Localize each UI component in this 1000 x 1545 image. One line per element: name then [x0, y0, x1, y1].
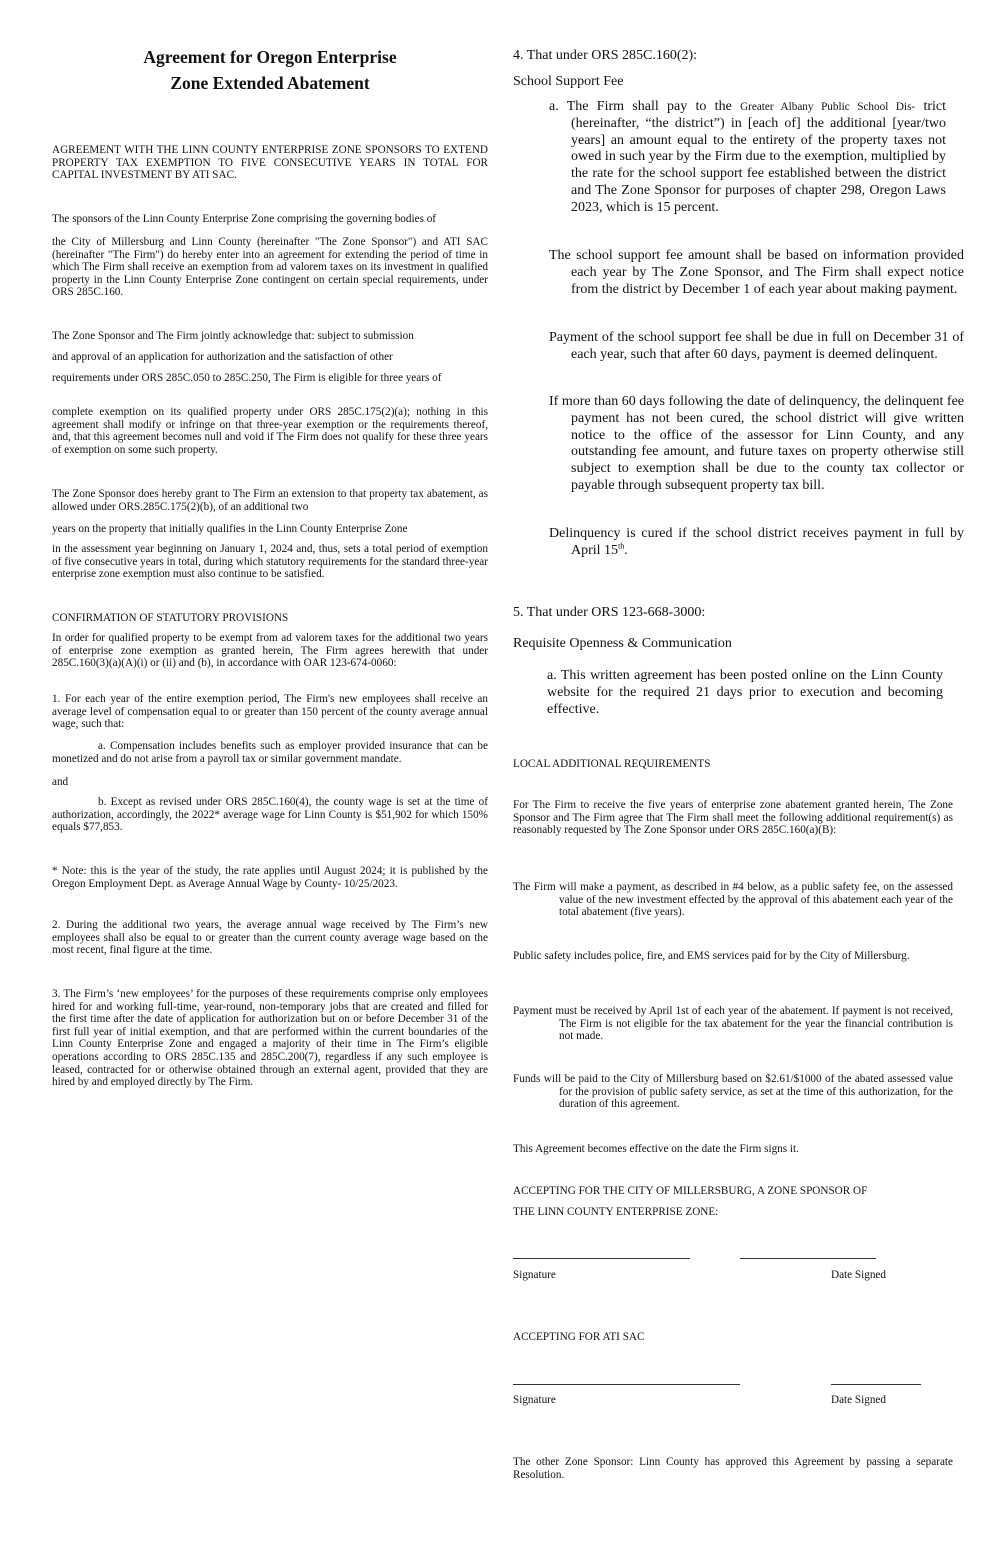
- ordinal-suffix: th: [618, 541, 625, 551]
- public-safety-definition: Public safety includes police, fire, and EMS services paid for by the City of Millersburg.: [513, 950, 910, 962]
- item-1b: b. Except as revised under ORS 285C.160(4), the county wage is set at the time of authorization, accordingly, the 2022* average wage for Linn County is $51,902 for which 150% equals $77,853.: [52, 796, 488, 834]
- city-date-line[interactable]: [740, 1258, 876, 1259]
- school-district-name: Greater Albany Public School Dis-: [740, 101, 916, 113]
- school-fee-due-paragraph: Payment of the school support fee shall be due in full on December 31 of each year, such that after 60 days, payment is deemed delinquent.: [549, 330, 964, 362]
- sponsors-paragraph-line1: The sponsors of the Linn County Enterprise Zone comprising the governing bodies of: [52, 213, 437, 225]
- section-5-heading: 5. That under ORS 123-668-3000:: [513, 605, 706, 620]
- local-requirements-heading: LOCAL ADDITIONAL REQUIREMENTS: [513, 758, 711, 770]
- item-1: 1. For each year of the entire exemption period, The Firm's new employees shall receive an average level of compensation equal to or greater than 150 percent of the county average annual wage, such that:: [52, 693, 488, 731]
- firm-signature-label: Signature: [513, 1394, 556, 1406]
- and-connector: and: [52, 776, 69, 788]
- item-1a: a. Compensation includes benefits such as employer provided insurance that can be monetized and do not arise from a payroll tax or similar government mandate.: [52, 740, 488, 765]
- accepting-firm: ACCEPTING FOR ATI SAC: [513, 1331, 645, 1343]
- grant-paragraph-line2: years on the property that initially qualifies in the Linn County Enterprise Zone: [52, 523, 408, 535]
- delinquency-paragraph: If more than 60 days following the date of delinquency, the delinquent fee payment has not been cured, the school district will give written notice to the office of the assessor for Linn County, and any outstanding fee amount, and future taxes on property otherwise still subject to exemption shall be due to the county tax collector or payable through subsequent property tax bill.: [549, 394, 964, 493]
- title-line-1: Agreement for Oregon Enterprise: [143, 47, 397, 67]
- wage-note: * Note: this is the year of the study, the rate applies until August 2024; it is published by the Oregon Employment Dept. as Average Annual Wage by County- 10/25/2023.: [52, 865, 488, 890]
- funds-paragraph: Funds will be paid to the City of Millersburg based on $2.61/$1000 of the abated assessed value for the provision of public safety service, as set at the time of this authorization, for the duration of this agreement.: [513, 1073, 953, 1111]
- item-3: 3. The Firm’s ‘new employees’ for the purposes of these requirements comprise only employees hired for and working full-time, year-round, non-temporary jobs that are created and filled for the first time after the date of application for authorization but on or before December 31 of the first full year of initial exemption, and that are performed within the current boundaries of the Linn County Enterprise Zone and engaged a majority of their time in The Firm’s eligible operations according to ORS 285C.135 and 285C.200(7), regardless if any such employee is leased, contracted for or otherwise obtained through an external agent, provided that they are hired by and employed directly by The Firm.: [52, 988, 488, 1089]
- accepting-city-line2: THE LINN COUNTY ENTERPRISE ZONE:: [513, 1206, 719, 1218]
- section-4-heading: 4. That under ORS 285C.160(2):: [513, 48, 698, 63]
- section-5a: a. This written agreement has been posted online on the Linn County website for the required 21 days prior to execution and becoming effective.: [547, 668, 943, 717]
- section-4a: [549, 99, 946, 217]
- section-4-subheading: School Support Fee: [513, 74, 624, 89]
- local-requirements-paragraph: For The Firm to receive the five years of enterprise zone abatement granted herein, The Zone Sponsor and The Firm agree that The Firm shall meet the following additional requirement(s) as reasonably requested by The Zone Sponsor under ORS 285C.160(a)(B):: [513, 799, 953, 837]
- item-2: 2. During the additional two years, the average annual wage received by The Firm’s new employees shall also be equal to or greater than the current county average wage based on the most recent, final figure at the time.: [52, 919, 488, 957]
- grant-paragraph-body: in the assessment year beginning on January 1, 2024 and, thus, sets a total period of exemption of five consecutive years in total, during which statutory requirements for the standard three-year enterprise zone exemption must also continue to be satisfied.: [52, 543, 488, 581]
- agreement-heading: AGREEMENT WITH THE LINN COUNTY ENTERPRISE ZONE SPONSORS TO EXTEND PROPERTY TAX EXEMPTION TO FIVE CONSECUTIVE YEARS IN TOTAL FOR CAPITAL INVESTMENT BY ATI SAC.: [52, 144, 488, 182]
- firm-date-line[interactable]: [831, 1384, 921, 1385]
- grant-paragraph-line1: The Zone Sponsor does hereby grant to The Firm an extension to that property tax abatement, as allowed under ORS.285C.175(2)(b), of an additional two: [52, 488, 488, 513]
- closing-statement: The other Zone Sponsor: Linn County has approved this Agreement by passing a separate Resolution.: [513, 1456, 953, 1481]
- acknowledge-line1: The Zone Sponsor and The Firm jointly acknowledge that: subject to submission: [52, 330, 414, 342]
- accepting-city-line1: ACCEPTING FOR THE CITY OF MILLERSBURG, A ZONE SPONSOR OF: [513, 1185, 868, 1197]
- confirmation-heading: CONFIRMATION OF STATUTORY PROVISIONS: [52, 612, 289, 624]
- sponsors-paragraph-body: the City of Millersburg and Linn County (hereinafter "The Zone Sponsor") and ATI SAC (hereinafter "The Firm") do hereby enter into an agreement for extending the period of time in which The Firm shall receive an exemption from ad valorem taxes on its investment in qualified property in the Linn County Enterprise Zone contingent on certain special requirements, under ORS 285C.160.: [52, 236, 488, 299]
- delinquency-cured-period: .: [624, 542, 628, 558]
- city-date-label: Date Signed: [831, 1269, 886, 1281]
- title-line-2: Zone Extended Abatement: [170, 73, 370, 93]
- section-5-subheading: Requisite Openness & Communication: [513, 636, 732, 651]
- acknowledge-body: complete exemption on its qualified property under ORS 285C.175(2)(a); nothing in this agreement shall modify or infringe on that three-year exemption or the requirements thereof, and, that this agreement becomes null and void if The Firm does not qualify for these three years of exemption on some such property.: [52, 406, 488, 456]
- acknowledge-line2: and approval of an application for authorization and the satisfaction of other: [52, 351, 393, 363]
- school-fee-info-paragraph: The school support fee amount shall be based on information provided each year by The Zone Sponsor, and The Firm shall expect notice from the district by December 1 of each year about making payment.: [549, 248, 964, 297]
- payment-deadline-paragraph: Payment must be received by April 1st of each year of the abatement. If payment is not received, The Firm is not eligible for the tax abatement for the year the financial contribution is not made.: [513, 1005, 953, 1043]
- confirmation-paragraph: In order for qualified property to be exempt from ad valorem taxes for the additional two years of enterprise zone exemption as granted herein, The Firm agrees herewith that under 285C.160(3)(a)(A)(i) or (ii) and (b), in accordance with OAR 123-674-0060:: [52, 632, 488, 670]
- firm-signature-line[interactable]: [513, 1384, 740, 1385]
- delinquency-cured-text: Delinquency is cured if the school district receives payment in full by April 15: [549, 526, 964, 558]
- public-safety-fee-paragraph: The Firm will make a payment, as described in #4 below, as a public safety fee, on the assessed value of the new investment effected by the approval of this abatement each year of the total abatement (five years).: [513, 881, 953, 919]
- city-signature-line[interactable]: [513, 1258, 690, 1259]
- document-title: [52, 44, 488, 96]
- section-4a-body: trict (hereinafter, “the district”) in [each of] the additional [year/two years] an amount equal to the entirety of the property taxes not owed in such year by the Firm due to the exemption, multiplied by the rate for the school support fee established between the district and The Zone Sponsor for purposes of chapter 298, Oregon Laws 2023, which is 15 percent.: [571, 99, 946, 215]
- city-signature-label: Signature: [513, 1269, 556, 1281]
- section-4a-prefix: a. The Firm shall pay to the: [549, 99, 741, 114]
- acknowledge-line3: requirements under ORS 285C.050 to 285C.250, The Firm is eligible for three years of: [52, 372, 442, 384]
- delinquency-cured-paragraph: [549, 526, 964, 560]
- firm-date-label: Date Signed: [831, 1394, 886, 1406]
- effective-date-statement: This Agreement becomes effective on the date the Firm signs it.: [513, 1143, 799, 1155]
